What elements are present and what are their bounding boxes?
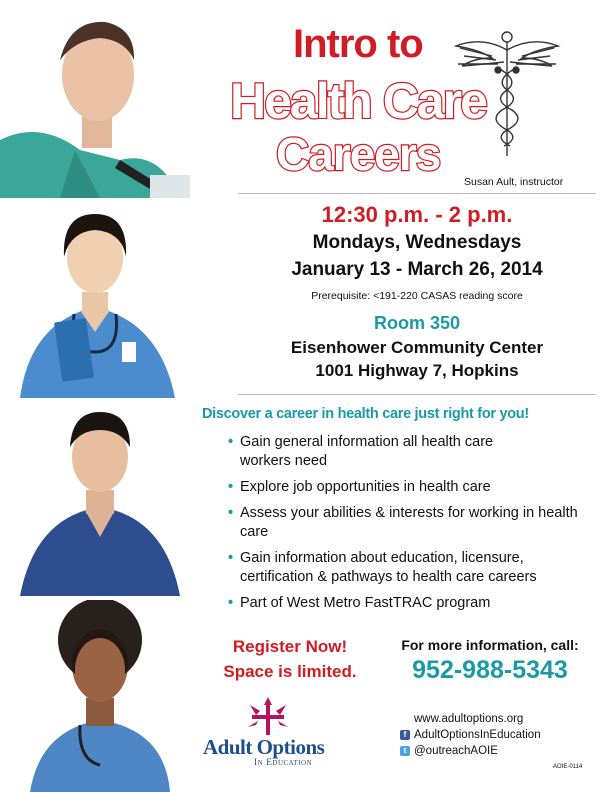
- title-line-2: Health Care: [230, 73, 486, 129]
- bullet-icon: •: [228, 479, 234, 495]
- list-item: • Explore job opportunities in health care: [228, 479, 491, 495]
- list-item: • Gain general information all health care workers need: [228, 434, 494, 469]
- twitter-link[interactable]: t @outreachAOIE: [400, 745, 498, 757]
- benefits-list: [228, 433, 588, 620]
- venue-address: 1001 Highway 7, Hopkins: [315, 361, 519, 380]
- bullet-icon: •: [228, 505, 234, 521]
- title-line-1: Intro to: [293, 22, 423, 66]
- divider-middle: [238, 394, 596, 395]
- bullet-icon: •: [228, 550, 234, 566]
- photo-nurse-stethoscope: [0, 202, 190, 398]
- instructor-credit: Susan Ault, instructor: [464, 176, 564, 188]
- facebook-link[interactable]: f AdultOptionsInEducation: [400, 729, 541, 741]
- twitter-icon: t: [400, 746, 410, 756]
- class-time: 12:30 p.m. - 2 p.m.: [321, 202, 513, 227]
- class-days: Mondays, Wednesdays: [312, 232, 522, 253]
- facebook-icon: f: [400, 730, 410, 740]
- logo-name: Adult Options: [203, 735, 325, 759]
- room-number: Room 350: [373, 313, 461, 333]
- logo-subtitle: In Education: [254, 758, 313, 768]
- list-item: • Part of West Metro FastTRAC program: [228, 595, 491, 611]
- contact-phone[interactable]: 952-988-5343: [412, 656, 568, 684]
- photo-doctor: [0, 0, 190, 198]
- contact-label: For more information, call:: [401, 637, 579, 653]
- divider-top: [238, 193, 596, 194]
- venue-name: Eisenhower Community Center: [290, 338, 544, 357]
- class-dates: January 13 - March 26, 2014: [291, 259, 543, 280]
- bullet-icon: •: [228, 595, 234, 611]
- bullet-icon: •: [228, 434, 234, 450]
- document-code: AOIE-0114: [553, 764, 583, 770]
- photo-male-nurse: [0, 402, 190, 596]
- website-link[interactable]: www.adultoptions.org: [414, 713, 524, 725]
- photo-female-nurse: [0, 600, 190, 792]
- space-limited: Space is limited.: [223, 662, 357, 681]
- logo-emblem-icon: [244, 697, 292, 737]
- list-item: • Assess your abilities & interests for working in health care: [228, 505, 578, 540]
- register-now: Register Now!: [232, 637, 348, 656]
- discover-heading: Discover a career in health care just right for you!: [202, 406, 529, 422]
- prerequisite: Prerequisite: <191-220 CASAS reading score: [311, 290, 523, 302]
- list-item: • Gain information about education, licensure, certification & pathways to health care careers: [228, 550, 537, 585]
- caduceus-icon: [452, 28, 562, 160]
- title-line-3: Careers: [276, 128, 441, 180]
